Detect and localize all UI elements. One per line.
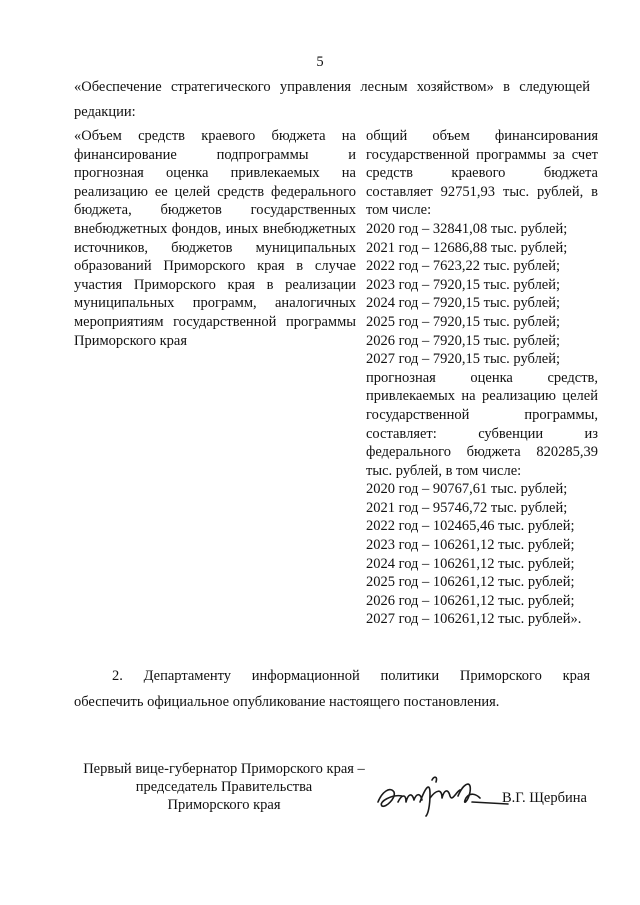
regional-year-line: 2021 год – 12686,88 тыс. рублей; <box>366 239 568 256</box>
federal-year-line: 2026 год – 106261,12 тыс. рублей; <box>366 592 575 609</box>
signatory-title-line: председатель Правительства <box>135 779 313 795</box>
regional-year-line: 2025 год – 7920,15 тыс. рублей; <box>366 313 561 330</box>
paragraph-2-line-1: 2. Департаменту информационной политики Приморского края <box>112 668 590 684</box>
handwritten-signature <box>372 772 512 824</box>
federal-year-line: 2024 год – 106261,12 тыс. рублей; <box>366 555 575 572</box>
regional-year-line: 2024 год – 7920,15 тыс. рублей; <box>366 295 561 312</box>
federal-year-line: 2027 год – 106261,12 тыс. рублей». <box>366 611 582 628</box>
signatory-title-line: Приморского края <box>167 797 281 813</box>
federal-year-line: 2021 год – 95746,72 тыс. рублей; <box>366 499 568 516</box>
regional-year-line: 2023 год – 7920,15 тыс. рублей; <box>366 276 561 293</box>
right-column <box>366 127 598 629</box>
regional-year-line: 2022 год – 7623,22 тыс. рублей; <box>366 258 561 275</box>
signatory-name: В.Г. Щербина <box>502 790 587 806</box>
forecast-text: прогнозная оценка средств, привлекаемых на реализацию целей государственной программы, составляет: субвенции из федерального бюджета 820285,39 тыс. рублей, в том числе: <box>366 369 598 479</box>
signatory-title-line: Первый вице-губернатор Приморского края – <box>83 761 365 777</box>
intro-line-2: редакции: <box>74 104 136 120</box>
page-number: 5 <box>316 54 324 70</box>
regional-year-line: 2027 год – 7920,15 тыс. рублей; <box>366 351 561 368</box>
regional-year-line: 2026 год – 7920,15 тыс. рублей; <box>366 332 561 349</box>
paragraph-2 <box>74 663 590 715</box>
paragraph-2-line-2: обеспечить официальное опубликование настоящего постановления. <box>74 694 500 710</box>
left-column-text: «Объем средств краевого бюджета на финансирование подпрограммы и прогнозная оценка привлекаемых на реализацию ее целей средств федерального бюджета, бюджетов государственных внебюджетных фондов, иных внебюджетных источников, бюджетов муниципальных образований Приморского края в случае участия Приморского края в реализации муниципальных программ, аналогичных мероприятиям государственной программы Приморского края <box>74 128 356 349</box>
intro-line-1: «Обеспечение стратегического управления лесным хозяйством» в следующей <box>74 79 590 95</box>
federal-year-line: 2020 год – 90767,61 тыс. рублей; <box>366 481 568 498</box>
federal-year-line: 2023 год – 106261,12 тыс. рублей; <box>366 537 575 554</box>
federal-year-line: 2022 год – 102465,46 тыс. рублей; <box>366 518 575 535</box>
regional-total-text: общий объем финансирования государственной программы за счет средств краевого бюджета составляет 92751,93 тыс. рублей, в том числе: <box>366 128 598 219</box>
regional-year-line: 2020 год – 32841,08 тыс. рублей; <box>366 220 568 237</box>
federal-year-line: 2025 год – 106261,12 тыс. рублей; <box>366 574 575 591</box>
signatory-title <box>74 760 374 814</box>
